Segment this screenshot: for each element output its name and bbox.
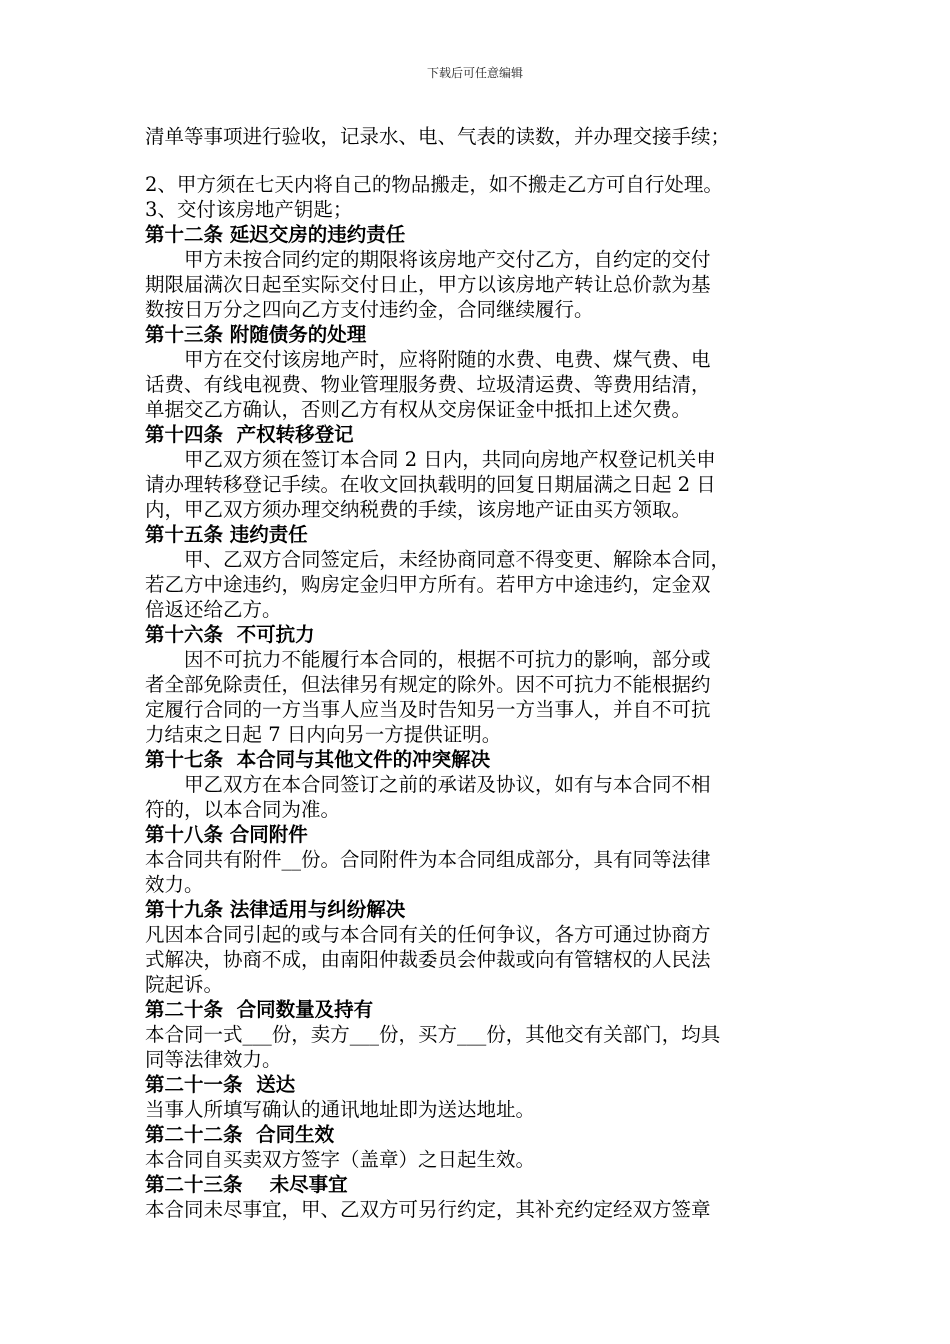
article-heading: 第十五条 违约责任 xyxy=(145,523,308,546)
article-heading: 第十二条 延迟交房的违约责任 xyxy=(145,223,406,246)
body-line: 因不可抗力不能履行本合同的，根据不可抗力的影响，部分或 xyxy=(145,648,711,671)
body-line: 同等法律效力。 xyxy=(145,1048,282,1071)
body-line: 甲乙双方在本合同签订之前的承诺及协议，如有与本合同不相 xyxy=(145,773,711,796)
body-line: 甲方在交付该房地产时，应将附随的水费、电费、煤气费、电 xyxy=(145,348,711,371)
list-item: 2、甲方须在七天内将自己的物品搬走，如不搬走乙方可自行处理。 xyxy=(145,173,723,196)
article-heading: 第十六条 不可抗力 xyxy=(145,623,315,646)
body-line: 者全部免除责任，但法律另有规定的除外。因不可抗力不能根据约 xyxy=(145,673,711,696)
article-heading: 第二十条 合同数量及持有 xyxy=(145,998,374,1021)
body-line: 话费、有线电视费、物业管理服务费、垃圾清运费、等费用结清， xyxy=(145,373,711,396)
body-line: 凡因本合同引起的或与本合同有关的任何争议，各方可通过协商方 xyxy=(145,923,711,946)
body-line: 内，甲乙双方须办理交纳税费的手续，该房地产证由买方领取。 xyxy=(145,498,692,521)
article-heading: 第二十三条 未尽事宜 xyxy=(145,1173,348,1196)
article-21 xyxy=(145,1072,825,1122)
body-line: 力结束之日起 7 日内向另一方提供证明。 xyxy=(145,723,502,746)
body-line: 本合同共有附件__份。合同附件为本合同组成部分，具有同等法律 xyxy=(145,848,711,871)
article-heading: 第二十二条 合同生效 xyxy=(145,1123,335,1146)
body-line: 式解决，协商不成，由南阳仲裁委员会仲裁或向有管辖权的人民法 xyxy=(145,948,711,971)
article-14 xyxy=(145,422,825,522)
body-line: 甲方未按合同约定的期限将该房地产交付乙方，自约定的交付 xyxy=(145,248,711,271)
body-line: 院起诉。 xyxy=(145,973,224,996)
body-line: 甲、乙双方合同签定后，未经协商同意不得变更、解除本合同， xyxy=(145,548,731,571)
page-header: 下载后可任意编辑 xyxy=(426,66,523,80)
article-13 xyxy=(145,322,825,422)
list-item: 3、交付该房地产钥匙； xyxy=(145,198,353,221)
article-heading: 第二十一条 送达 xyxy=(145,1073,296,1096)
article-heading: 第十七条 本合同与其他文件的冲突解决 xyxy=(145,748,491,771)
body-line: 符的，以本合同为准。 xyxy=(145,798,341,821)
body-line: 本合同自买卖双方签字（盖章）之日起生效。 xyxy=(145,1148,536,1171)
body-line: 请办理转移登记手续。在收文回执载明的回复日期届满之日起 2 日 xyxy=(145,473,716,496)
body-line: 当事人所填写确认的通讯地址即为送达地址。 xyxy=(145,1098,536,1121)
body-line: 数按日万分之四向乙方支付违约金，合同继续履行。 xyxy=(145,298,594,321)
article-19 xyxy=(145,897,825,997)
document-body xyxy=(145,124,825,1222)
article-heading: 第十九条 法律适用与纠纷解决 xyxy=(145,898,406,921)
body-line: 若乙方中途违约，购房定金归甲方所有。若甲方中途违约，定金双 xyxy=(145,573,711,596)
body-line: 效力。 xyxy=(145,873,204,896)
article-22 xyxy=(145,1122,825,1172)
body-line: 本合同一式___份，卖方___份，买方___份，其他交有关部门，均具 xyxy=(145,1023,721,1046)
article-12 xyxy=(145,222,825,322)
body-line: 清单等事项进行验收，记录水、电、气表的读数，并办理交接手续； xyxy=(145,125,731,148)
body-line: 定履行合同的一方当事人应当及时告知另一方当事人，并自不可抗 xyxy=(145,698,711,721)
article-20 xyxy=(145,997,825,1072)
article-heading: 第十八条 合同附件 xyxy=(145,823,308,846)
article-15 xyxy=(145,522,825,622)
body-line: 本合同未尽事宜，甲、乙双方可另行约定，其补充约定经双方签章 xyxy=(145,1198,711,1221)
article-heading: 第十四条 产权转移登记 xyxy=(145,423,354,446)
article-heading: 第十三条 附随债务的处理 xyxy=(145,323,367,346)
body-line: 单据交乙方确认，否则乙方有权从交房保证金中抵扣上述欠费。 xyxy=(145,398,692,421)
body-line: 甲乙双方须在签订本合同 2 日内，共同向房地产权登记机关申 xyxy=(145,448,716,471)
article-16 xyxy=(145,622,825,747)
article-23 xyxy=(145,1172,825,1222)
blank-line xyxy=(145,149,825,172)
body-line: 期限届满次日起至实际交付日止，甲方以该房地产转让总价款为基 xyxy=(145,273,711,296)
body-line: 倍返还给乙方。 xyxy=(145,598,282,621)
article-18 xyxy=(145,822,825,897)
article-17 xyxy=(145,747,825,822)
